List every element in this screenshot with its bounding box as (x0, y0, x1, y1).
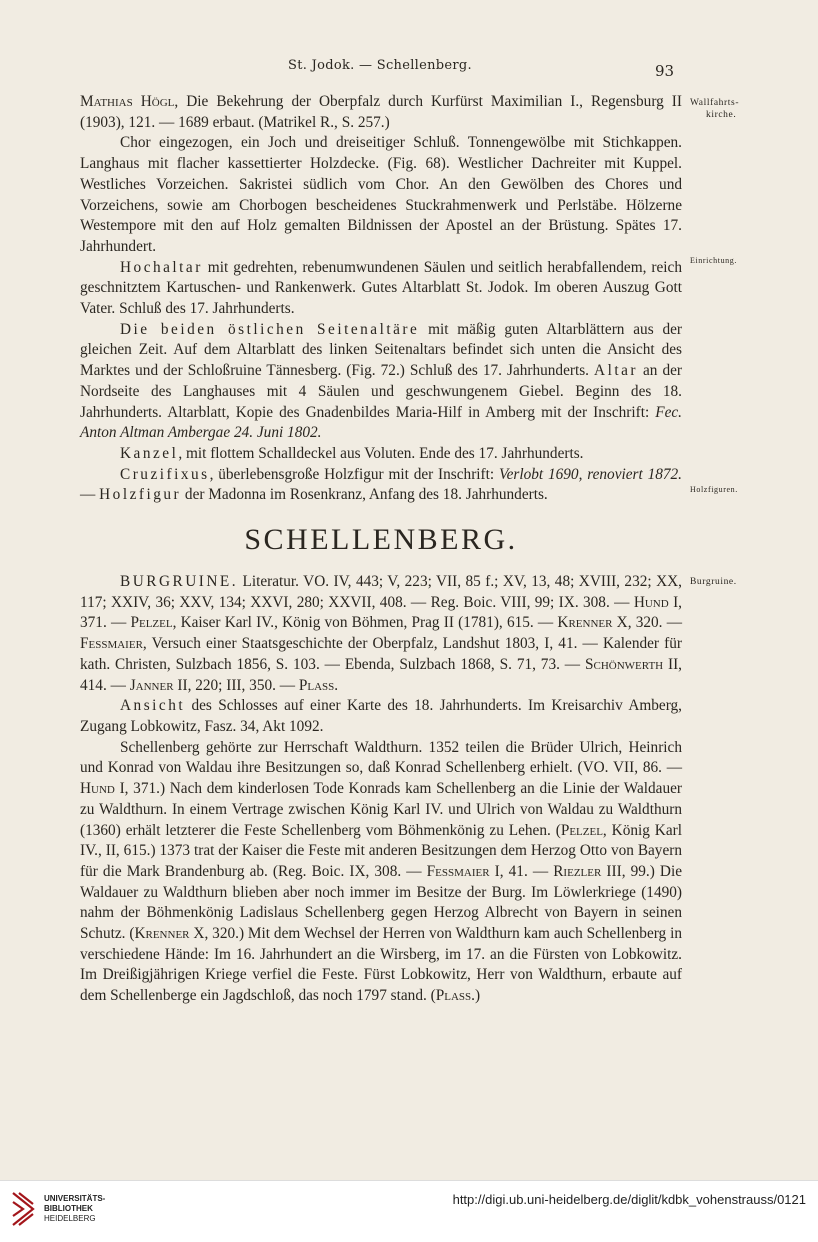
text-run: I, 371.) Nach dem kinderlosen Tode Konrads kam Schellenberg an die Linie der Waldauer zu Waldthurn. In einem Vertrage zwischen König Karl IV. und Ulrich von Waldau zu Waldthurn (1360) erhält letzterer die Feste Schellenberg vom Böhmenkönig zu Lehen. ( (80, 780, 682, 839)
text-run: , Die Bekehrung der Oberpfalz durch Kurfürst Maximilian I., Regensburg II (1903), 121. — 1689 erbaut. (Matrikel R., S. 257.) (80, 93, 682, 131)
text-body (80, 92, 682, 1007)
paragraph (80, 444, 682, 465)
spaced-term: Altar (594, 362, 638, 380)
page-number: 93 (655, 62, 675, 80)
text-run: X, 320.) Mit dem Wechsel der Herren von Waldthurn kam auch Schellenberg in verschiedene Hände: Im 16. Jahrhundert an die Wirsberg, im 17. an die Fürsten von Lobkowitz. Im Dreißigjährigen Kriege verfiel die Feste. Fürst Lobkowitz, Herr von Waldthurn, erbaute auf dem Schellenberge ein Jagdschloß, das noch 1797 stand. ( (80, 925, 682, 1005)
library-name-line: HEIDELBERG (44, 1214, 96, 1223)
author-name: Fessmaier (80, 635, 143, 653)
spaced-term: Die beiden östlichen Seitenaltäre (120, 320, 420, 338)
author-name: Janner (129, 676, 174, 694)
author-name: Pelzel (560, 821, 603, 839)
text-run: Literatur. VO. IV, 443; V, 223; VII, 85 f.; XV, 13, 48; XVIII, 232; XX, 117; XXIV, 36; XXV, 134; XXVI, 280; XXVII, 408. — Reg. Boic. VIII, 99; IX. 308. — (80, 573, 682, 611)
text-run: III, 99.) Die Waldauer zu Waldthurn blieben aber noch immer im Besitze der Burg. Im Löwlerkriege (1490) nahm der Böhmenkönig Ladislaus Schellenberg gegen Herzog Albrecht von Bayern in seinen Schutz. ( (80, 862, 682, 943)
text-run: , Versuch einer Staatsgeschichte der Oberpfalz, Landshut 1803, I, 41. — Kalender für kath. Christen, Sulzbach 1856, S. 103. — Ebenda, Sulzbach 1868, S. 71, 73. — (80, 635, 682, 673)
text-run: Schellenberg gehörte zur Herrschaft Waldthurn. 1352 teilen die Brüder Ulrich, Heinrich und Konrad von Waldau ihre Besitzungen so, daß Konrad Schellenberg erhielt. (VO. VII, 86. — (80, 738, 682, 777)
text-run: .) (471, 987, 481, 1005)
spaced-term: Hochaltar (120, 258, 203, 276)
text-run: I, 41. — (489, 862, 554, 880)
text-run: , mit flottem Schalldeckel aus Voluten. Ende des 17. Jahrhunderts. (178, 444, 584, 462)
text-run: , Kaiser Karl IV., König von Böhmen, Prag II (1781), 615. — (172, 614, 558, 632)
library-name (44, 1194, 105, 1224)
text-run: II, 414. — (80, 655, 682, 694)
margin-note-wallfahrtskirche (690, 97, 780, 121)
inscription: Fec. Anton Altman Ambergae 24. Juni 1802. (80, 403, 682, 442)
source-url-link[interactable]: http://digi.ub.uni-heidelberg.de/diglit/kdbk_vohenstrauss/0121 (452, 1192, 806, 1207)
paragraph (80, 572, 682, 696)
margin-note-line: kirche. (706, 110, 737, 120)
author-name: Plass (298, 676, 335, 694)
paragraph (80, 738, 682, 1007)
text-run: , überlebensgroße Holzfigur mit der Inschrift: (209, 465, 499, 483)
author-name: Mathias Högl (80, 93, 175, 110)
paragraph: Chor eingezogen, ein Joch und dreiseitiger Schluß. Tonnengewölbe mit Stichkappen. Langhaus mit flacher kassettierter Holzdecke. (Fig. 68). Westlicher Dachreiter mit Kuppel. Westliches Vorzeichen. Sakristei südlich vom Chor. An den Gewölben des Chores und Vorzeichens, sowie am Chorbogen bescheidenes Stuckrahmenwerk und Perlstäbe. Hölzerne Westempore mit den auf Holz gemalten Bildnissen der Apostel an der Brüstung. Spätes 17. Jahrhundert. (80, 134, 682, 255)
spaced-term: Holzfigur (99, 486, 182, 504)
paragraph (80, 258, 682, 320)
text-run: . (334, 676, 339, 694)
spaced-term: Kanzel (120, 444, 179, 462)
university-library-logo-icon (10, 1190, 36, 1228)
library-name-line: UNIVERSITÄTS- (44, 1194, 106, 1203)
margin-note-einrichtung: Einrichtung. (690, 256, 737, 265)
paragraph (80, 92, 682, 133)
margin-note-line: Wallfahrts- (690, 98, 740, 108)
author-name: Fessmaier (426, 862, 490, 880)
text-run: der Madonna im Rosenkranz, Anfang des 18. Jahrhunderts. (181, 486, 548, 504)
library-name-line: BIBLIOTHEK (44, 1204, 93, 1213)
author-name: Hund (80, 780, 115, 798)
author-name: Pelzel (130, 614, 173, 632)
paragraph (80, 320, 682, 444)
inscription: Verlobt 1690, renoviert 1872. (498, 465, 682, 483)
text-run: des Schlosses auf einer Karte des 18. Jahrhunderts. Im Kreisarchiv Amberg, Zugang Lobkowitz, Fasz. 34, Akt 1092. (80, 697, 682, 735)
section-title: SCHELLENBERG. (244, 523, 518, 557)
text-run: mit gedrehten, rebenumwundenen Säulen und seitlich herabfallendem, reich geschnitztem Kartuschen- und Rankenwerk. Gutes Altarblatt St. Jodok. Im oberen Auszug Gott Vater. Schluß des 17. Jahrhunderts. (80, 258, 682, 318)
text-run: , König Karl IV., II, 615.) 1373 trat der Kaiser die Feste mit anderen Besitzungen dem Herzog Otto von Bayern für die Mark Brandenburg ab. (Reg. Boic. IX, 308. — (80, 821, 682, 880)
text-run: I, 371. — (80, 593, 682, 632)
margin-note-burgruine: Burgruine. (690, 577, 737, 587)
author-name: Hund (633, 593, 669, 611)
paragraph (80, 465, 682, 506)
text-run: an der Nordseite des Langhauses mit 4 Säulen und geschwungenem Giebel. Beginn des 18. Jahrhunderts. Altarblatt, Kopie des Gnadenbildes Maria-Hilf in Amberg mit der Inschrift: (80, 362, 683, 421)
text-run: — (80, 486, 100, 504)
text-run: mit mäßig guten Altarblättern aus der gleichen Zeit. Auf dem Altarblatt des linken Seitenaltars befindet sich unten die Ansicht des Marktes und der Schloßruine Tännesberg. (Fig. 72.) Schluß des 17. Jahrhunderts. (80, 320, 683, 380)
spaced-term: BURGRUINE. (120, 573, 239, 591)
text-run: X, 320. — (612, 614, 682, 632)
margin-note-holzfiguren: Holzfiguren. (690, 485, 738, 494)
author-name: Krenner (557, 614, 613, 632)
running-title: St. Jodok. — Schellenberg. (288, 58, 472, 73)
paragraph (80, 696, 682, 737)
text-run: II, 220; III, 350. — (173, 676, 299, 694)
spaced-term: Cruzifixus (120, 465, 210, 483)
viewer-footer (0, 1180, 818, 1242)
author-name: Schönwerth (584, 655, 664, 673)
author-name: Riezler (553, 862, 602, 880)
author-name: Plass (435, 987, 472, 1005)
spaced-term: Ansicht (120, 697, 186, 715)
author-name: Krenner (134, 925, 190, 943)
